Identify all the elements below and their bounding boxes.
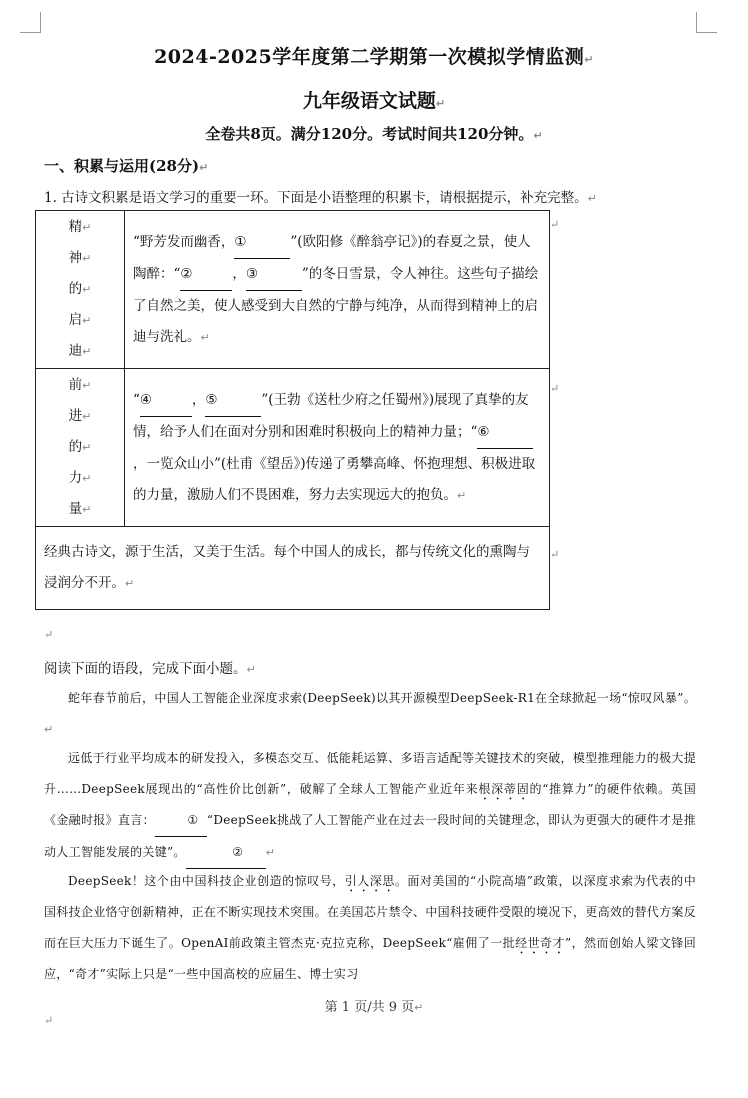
reading-blank-1[interactable]: ① <box>155 805 207 837</box>
label-char: 前 <box>68 377 83 393</box>
paragraph-mark-icon: ↵ <box>533 129 543 142</box>
label-char: 的 <box>68 439 83 455</box>
dotted-phrase: 引人深思 <box>344 874 395 888</box>
label-char: 的 <box>68 281 83 297</box>
question-1-prompt: 1. 古诗文积累是语文学习的重要一环。下面是小语整理的积累卡，请根据提示，补充完整。↵ <box>44 190 597 206</box>
exam-title: 2024-2025学年度第二学期第一次模拟学情监测↵ <box>154 46 594 68</box>
end-of-row-mark: ↵ <box>550 218 560 231</box>
crop-mark-top-left <box>20 12 41 33</box>
card-row-strength <box>36 369 550 527</box>
row-label-strength: 前↵ 进↵ 的↵ 力↵ 量↵ <box>36 369 125 527</box>
label-char: 神 <box>68 250 83 266</box>
row-content-inspiration: “野芳发而幽香，① ”(欧阳修《醉翁亭记》)的春夏之景，使人陶醉：“② ，③ ”的冬日雪景，令人神往。这些句子描绘了自然之美，使人感受到大自然的宁静与纯净，从而得到精神上的启迪与洗礼。↵ <box>125 211 550 369</box>
label-char: 精 <box>68 219 83 235</box>
label-char: 启 <box>68 312 83 328</box>
reading-blank-2[interactable]: ② <box>186 837 266 869</box>
exam-subject: 九年级语文试题↵ <box>302 90 446 112</box>
fill-blank-4[interactable]: ④ <box>140 385 192 417</box>
crop-mark-top-right <box>696 12 717 33</box>
fill-blank-5[interactable]: ⑤ <box>205 385 261 417</box>
label-char: 迪 <box>68 343 83 359</box>
fill-blank-6[interactable]: ⑥ <box>477 417 533 449</box>
row-content-strength: “④ ，⑤ ”(王勃《送杜少府之任蜀州》)展现了真挚的友情，给予人们在面对分别和困难时积极向上的精神力量；“⑥，一览众山小”(杜甫《望岳》)传递了勇攀高峰、怀抱理想、积极进取的力量，激励人们不畏困难，努力去实现远大的抱负。↵ <box>125 369 550 527</box>
paragraph-mark-icon: ↵ <box>587 192 597 205</box>
reading-paragraph-3: DeepSeek！这个由中国科技企业创造的惊叹号，引人深思。面对美国的“小院高墙”政策，以深度求索为代表的中国科技企业恪守创新精神，正在不断实现技术突围。在美国芯片禁令、中国科技硬件受限的境况下，更高效的替代方案反而在巨大压力下诞生了。OpenAI前政策主管杰克·克拉克称，DeepSeek“雇佣了一批经世奇才”，然而创始人梁文锋回应，“奇才”实际上只是“一些中国高校的应届生、博士实习 <box>44 874 697 981</box>
empty-paragraph-mark: ↵ <box>44 1014 54 1027</box>
label-char: 量 <box>68 501 83 517</box>
empty-paragraph-mark: ↵ <box>44 628 54 641</box>
card-row-inspiration <box>36 211 550 369</box>
paragraph-mark-icon: ↵ <box>584 53 594 66</box>
dotted-phrase: 经世奇才 <box>515 936 565 950</box>
reading-paragraph-2: 远低于行业平均成本的研发投入，多模态交互、低能耗运算、多语言适配等关键技术的突破，模型推理能力的极大提升……DeepSeek展现出的“高性价比创新”，破解了全球人工智能产业近年来根深蒂固的“推算力”的硬件依赖。英国《金融时报》直言： ① “DeepSeek挑战了人工智能产业在过去一段时间的关键理念，即认为更强大的硬件才是推动人工智能发展的关键”。 ② ↵ <box>44 743 696 869</box>
page-number: 第 1 页/共 9 页↵ <box>324 1000 424 1015</box>
end-of-row-mark: ↵ <box>550 382 560 395</box>
reading-paragraph-1: 蛇年春节前后，中国人工智能企业深度求索(DeepSeek)以其开源模型DeepSeek-R1在全球掀起一场“惊叹风暴”。↵ <box>44 691 696 736</box>
fill-blank-1[interactable]: ① <box>234 227 290 259</box>
exam-info: 全卷共8页。满分120分。考试时间共120分钟。↵ <box>205 125 543 143</box>
accumulation-card-table <box>35 210 550 610</box>
section-heading: 一、积累与运用(28分)↵ <box>44 157 209 175</box>
card-row-footer <box>36 527 550 610</box>
row-label-inspiration: 精↵ 神↵ 的↵ 启↵ 迪↵ <box>36 211 125 369</box>
fill-blank-3[interactable]: ③ <box>246 259 302 291</box>
end-of-row-mark: ↵ <box>550 548 560 561</box>
paragraph-mark-icon: ↵ <box>435 97 446 110</box>
fill-blank-2[interactable]: ② <box>180 259 232 291</box>
label-char: 进 <box>68 408 83 424</box>
reading-instruction: 阅读下面的语段，完成下面小题。↵ <box>44 661 256 677</box>
label-char: 力 <box>68 470 83 486</box>
card-footer-text: 经典古诗文，源于生活，又美于生活。每个中国人的成长，都与传统文化的熏陶与浸润分不开。↵ <box>36 527 550 610</box>
paragraph-mark-icon: ↵ <box>199 161 209 174</box>
dotted-phrase: 根深蒂固 <box>478 782 530 796</box>
